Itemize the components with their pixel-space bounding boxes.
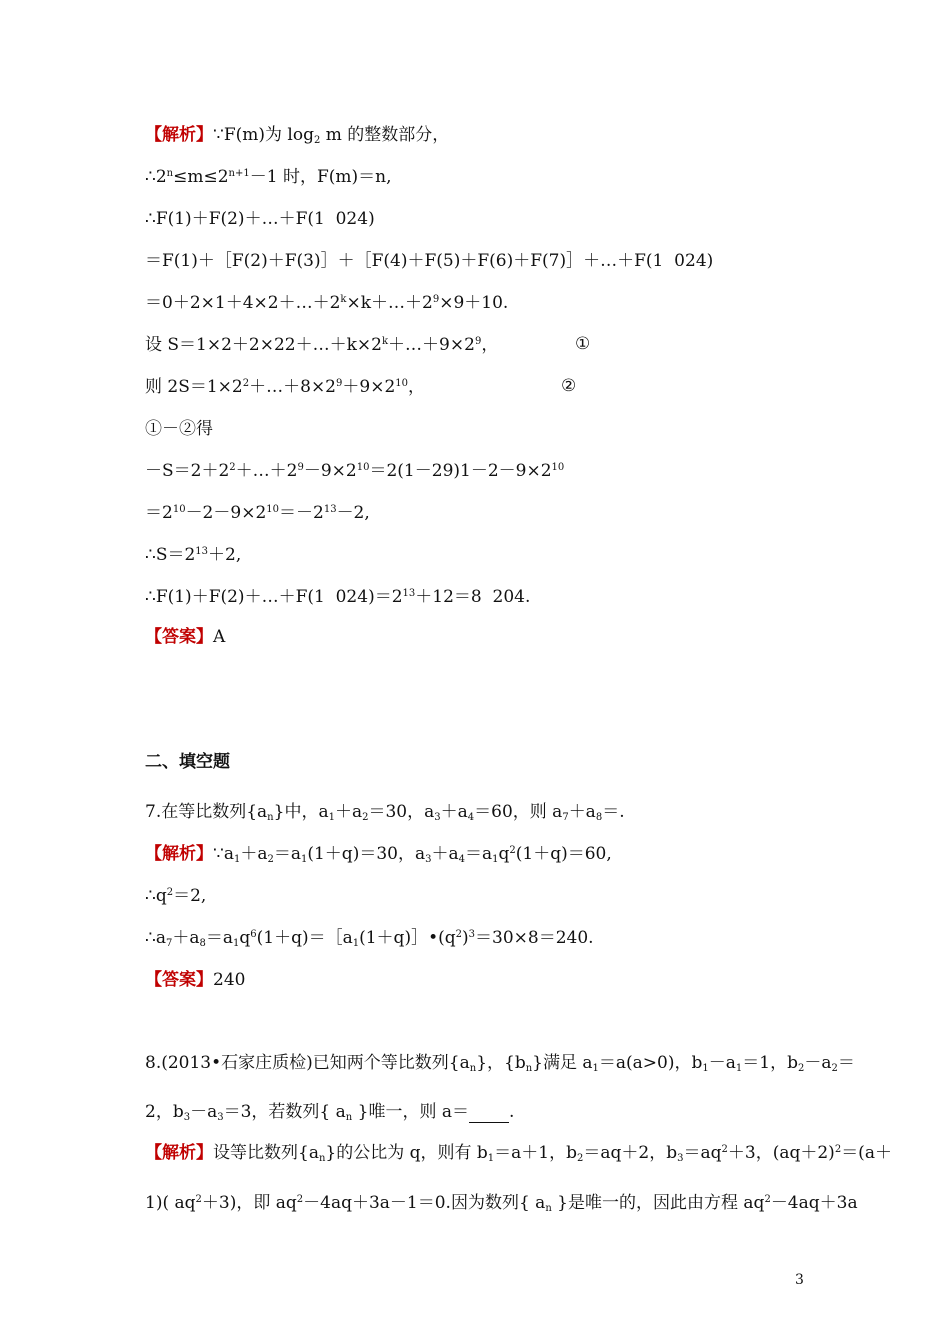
p6-line-10: $=2^{10}-2-9\times 2^{10}=-2^{13}-2$,: [145, 503, 370, 523]
analysis-label: 【解析】: [145, 125, 213, 145]
p6-line-7: 则 $2S=1\times 2^2+\dots+8\times 2^9+9\times 2^{10}$，: [145, 377, 426, 397]
p7-answer: 【答案】240: [145, 970, 246, 990]
p6-line-11: $\therefore S=2^{13}+2$,: [145, 545, 242, 565]
answer-label: 【答案】: [145, 970, 213, 990]
answer-label: 【答案】: [145, 627, 213, 647]
p6-line-6: 设 $S=1\times 2+2\times 22+\dots+k\times 2^k+\dots+9\times 2^9$，: [145, 335, 499, 355]
p8-solution-1: 【解析】设等比数列$\{a_n\}$的公比为 q，则有 $b_1=a+1$，$b_2=aq+2$，$b_3=aq^2+3$，$(aq+2)^2=(a+$: [145, 1143, 892, 1164]
p8-solution-2: 1)( $aq^2+3$)，即 $aq^2-4aq+3a-1=0$.因为数列{ $a_n$ }是唯一的，因此由方程 $aq^2-4aq+3a$: [145, 1193, 858, 1214]
p6-line-12: ∴F(1)＋F(2)＋…＋F(1 $024)=2^{13}+12=8$ 204.: [145, 587, 531, 607]
analysis-label: 【解析】: [145, 844, 213, 864]
p8-question-1: 8.(2013•石家庄质检)已知两个等比数列$\{a_n\}$，$\{b_n\}$满足 $a_1=a(a>0)$，$b_1-a_1=1$，$b_2-a_2=$: [145, 1053, 855, 1074]
p6-line-4: ＝F(1)＋［F(2)＋F(3)］＋［F(4)＋F(5)＋F(6)＋F(7)］＋…＋F(1 024): [145, 251, 714, 271]
analysis-label: 【解析】: [145, 1143, 213, 1163]
section-title: 二、填空题: [145, 752, 230, 772]
equation-marker-2: ②: [561, 376, 577, 396]
p7-solution-2: $\therefore q^2=2$,: [145, 886, 207, 906]
p7-solution-1: 【解析】$\because a_1+a_2=a_1(1+q)=30$，$a_3+a_4=a_1q^2(1+q)=60$,: [145, 844, 612, 865]
equation-marker-1: ①: [575, 334, 591, 354]
p7-solution-3: $\therefore a_7+a_8=a_1q^6(1+q)=[a_1(1+q)]•(q^2)^3=30\times 8=240$.: [145, 928, 594, 949]
p6-line-3: ∴F(1)＋F(2)＋…＋F(1 024): [145, 209, 375, 229]
p6-line-5: $=0+2\times 1+4\times 2+\dots+2^k\times k+\dots+2^9\times 9+10$.: [145, 293, 509, 313]
page-number: 3: [795, 1272, 804, 1288]
p8-question-2: 2，$b_3-a_3=3$，若数列{ $a_n$ }唯一，则 a＝ .: [145, 1102, 515, 1123]
p6-line-2: $\therefore 2^n\le m\le 2^{n+1}-1$ 时，F(m)＝n,: [145, 167, 392, 187]
p7-question: 7.在等比数列$\{a_n\}$中，$a_1+a_2=30$，$a_3+a_4=60$，则 $a_7+a_8=$.: [145, 802, 625, 823]
p6-line-9: $-S=2+2^2+\dots+2^9-9\times 2^{10}=2(1-29)1-2-9\times 2^{10}$: [145, 461, 565, 481]
p6-line-1: 【解析】∵F(m)为 $\log_2 m$ 的整数部分，: [145, 125, 450, 146]
p6-line-8: ①－②得: [145, 419, 213, 439]
answer-blank: [469, 1104, 509, 1123]
p6-answer: 【答案】A: [145, 627, 226, 647]
